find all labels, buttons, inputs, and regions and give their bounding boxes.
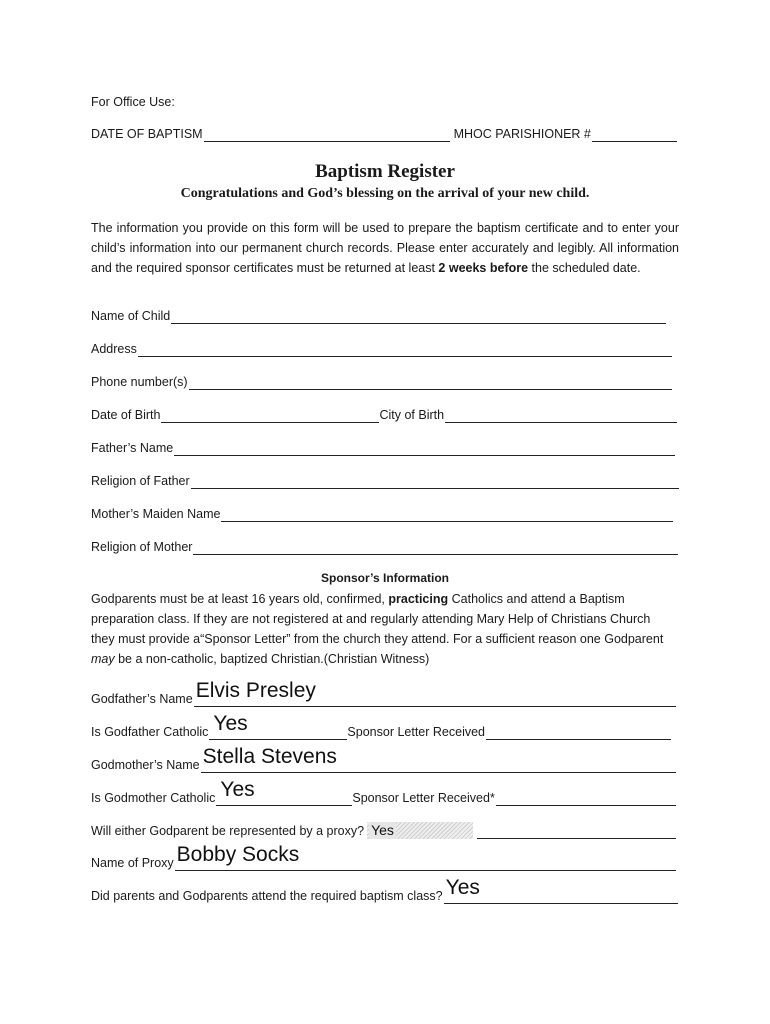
- city-of-birth-field[interactable]: [445, 408, 677, 423]
- page-subtitle: Congratulations and God’s blessing on the arrival of your new child.: [180, 186, 590, 201]
- parishioner-number-field[interactable]: [592, 127, 677, 142]
- date-of-baptism-label: DATE OF BAPTISM: [91, 127, 203, 141]
- godmother-catholic-label: Is Godmother Catholic: [91, 791, 216, 805]
- godmother-letter-label: Sponsor Letter Received*: [352, 791, 495, 805]
- intro-bold: 2 weeks before: [438, 261, 529, 275]
- address-row: [91, 342, 672, 357]
- godfathers-name-value: Elvis Presley: [195, 679, 316, 702]
- proxy-dropdown[interactable]: [367, 822, 473, 839]
- sponsor-italic: may: [91, 652, 115, 666]
- class-attended-label: Did parents and Godparents attend the required baptism class?: [91, 889, 443, 903]
- proxy-question-row: [91, 822, 676, 839]
- intro-text-2: the scheduled date.: [528, 261, 641, 275]
- date-of-birth-field[interactable]: [161, 408, 379, 423]
- sponsor-text-1: Godparents must be at least 16 years old, confirmed,: [91, 592, 389, 606]
- date-of-baptism-field[interactable]: [204, 127, 450, 142]
- name-of-proxy-row: [91, 843, 676, 871]
- birth-row: [91, 408, 677, 423]
- sponsor-paragraph: [91, 589, 671, 669]
- office-use-heading: [91, 95, 175, 110]
- mothers-maiden-name-label: Mother’s Maiden Name: [91, 507, 221, 521]
- religion-of-mother-row: [91, 540, 678, 555]
- godfather-catholic-value: Yes: [213, 712, 248, 735]
- religion-of-father-field[interactable]: [191, 474, 679, 489]
- religion-of-father-label: Religion of Father: [91, 474, 190, 488]
- godfathers-name-field[interactable]: [194, 679, 676, 707]
- fathers-name-label: Father’s Name: [91, 441, 174, 455]
- sponsor-heading: Sponsor’s Information: [320, 571, 449, 585]
- office-use-label: For Office Use:: [91, 95, 175, 109]
- phone-row: [91, 375, 672, 390]
- godmothers-name-field[interactable]: [201, 745, 676, 773]
- godmother-letter-field[interactable]: [496, 791, 676, 806]
- date-of-birth-label: Date of Birth: [91, 408, 161, 422]
- religion-of-mother-field[interactable]: [193, 540, 678, 555]
- godmother-catholic-value: Yes: [220, 778, 255, 801]
- address-label: Address: [91, 342, 137, 356]
- godfather-catholic-row: [91, 712, 671, 740]
- sponsor-bold: practicing: [388, 592, 449, 606]
- address-field[interactable]: [138, 342, 672, 357]
- godfather-catholic-label: Is Godfather Catholic: [91, 725, 209, 739]
- name-of-child-row: [91, 309, 666, 324]
- proxy-question-label: Will either Godparent be represented by a proxy?: [91, 824, 365, 838]
- phone-field[interactable]: [189, 375, 672, 390]
- godmothers-name-row: [91, 745, 676, 773]
- proxy-extra-field[interactable]: [477, 824, 676, 839]
- godmother-catholic-field[interactable]: [216, 778, 352, 806]
- godfathers-name-row: [91, 679, 676, 707]
- godfather-catholic-field[interactable]: [209, 712, 347, 740]
- class-attended-row: [91, 876, 678, 904]
- name-of-proxy-label: Name of Proxy: [91, 856, 174, 870]
- godmothers-name-label: Godmother’s Name: [91, 758, 200, 772]
- phone-label: Phone number(s): [91, 375, 188, 389]
- godfathers-name-label: Godfather’s Name: [91, 692, 193, 706]
- name-of-child-field[interactable]: [171, 309, 666, 324]
- intro-text-1: The information you provide on this form will be used to prepare the baptism certificate and to enter your child’s information into our permanent church records. Please enter accurately and legibly. All information and the required sponsor certificates must be returned at least: [91, 221, 679, 275]
- godfather-letter-field[interactable]: [486, 725, 671, 740]
- religion-of-mother-label: Religion of Mother: [91, 540, 193, 554]
- class-attended-field[interactable]: [444, 876, 678, 904]
- fathers-name-field[interactable]: [174, 441, 675, 456]
- intro-paragraph: [91, 218, 679, 278]
- name-of-child-label: Name of Child: [91, 309, 171, 323]
- city-of-birth-label: City of Birth: [379, 408, 445, 422]
- godmothers-name-value: Stella Stevens: [202, 745, 337, 768]
- office-use-row: [91, 127, 677, 142]
- mothers-maiden-name-row: [91, 507, 673, 522]
- sponsor-text-3: be a non-catholic, baptized Christian.(Christian Witness): [114, 652, 430, 666]
- fathers-name-row: [91, 441, 675, 456]
- sponsor-text-2: Catholics and attend a Baptism preparation class. If they are not registered at and regularly attending Mary Help of Christians Church they must provide a“Sponsor Letter” from the church they attend. For a sufficient reason one Godparent: [91, 592, 664, 646]
- page-title: Baptism Register: [315, 161, 455, 182]
- proxy-dropdown-value: Yes: [371, 822, 394, 838]
- parishioner-number-label: MHOC PARISHIONER #: [453, 127, 591, 141]
- name-of-proxy-value: Bobby Socks: [176, 843, 300, 866]
- religion-of-father-row: [91, 474, 679, 489]
- godfather-letter-label: Sponsor Letter Received: [347, 725, 486, 739]
- class-attended-value: Yes: [445, 876, 480, 899]
- name-of-proxy-field[interactable]: [175, 843, 676, 871]
- mothers-maiden-name-field[interactable]: [221, 507, 673, 522]
- godmother-catholic-row: [91, 778, 676, 806]
